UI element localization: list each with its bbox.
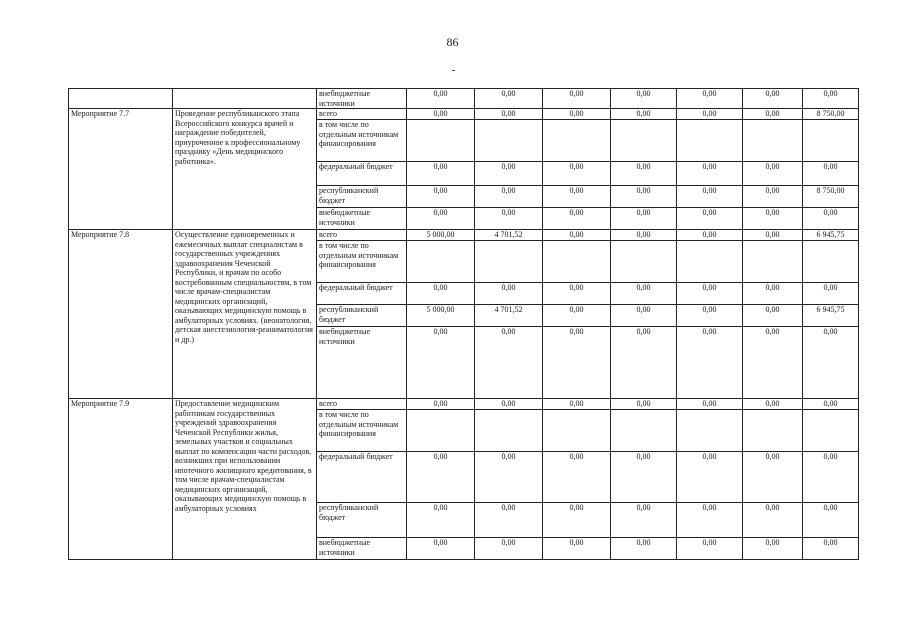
value-cell: 0,00	[407, 162, 475, 186]
value-cell	[407, 410, 475, 452]
value-cell: 0,00	[475, 399, 543, 410]
value-cell: 0,00	[543, 327, 611, 399]
value-cell: 0,00	[475, 208, 543, 230]
value-cell: 0,00	[407, 208, 475, 230]
value-cell: 0,00	[543, 89, 611, 109]
value-cell	[611, 241, 677, 283]
value-cell: 4 701,52	[475, 230, 543, 241]
value-cell: 0,00	[407, 503, 475, 538]
value-cell: 0,00	[475, 538, 543, 560]
value-cell: 0,00	[743, 305, 803, 327]
page-number: 86	[446, 35, 459, 49]
value-cell: 0,00	[743, 162, 803, 186]
value-cell	[677, 241, 743, 283]
source-cell: внебюджетные источники	[317, 538, 407, 560]
value-cell	[743, 410, 803, 452]
value-cell: 0,00	[407, 452, 475, 503]
value-cell: 0,00	[611, 399, 677, 410]
value-cell: 0,00	[743, 283, 803, 305]
value-cell: 0,00	[543, 230, 611, 241]
value-cell	[475, 410, 543, 452]
value-cell: 0,00	[803, 538, 859, 560]
table-row	[69, 399, 859, 410]
value-cell: 0,00	[677, 109, 743, 120]
measure-name-cell: Проведение республиканского этапа Всероссийского конкурса врачей и награждение победителей, приуроченное к профессиональному празднику «День медицинского работника».	[173, 109, 317, 230]
value-cell	[475, 120, 543, 162]
measure-name-cell	[173, 89, 317, 109]
measure-name-cell: Осуществление единовременных и ежемесячных выплат специалистам в государственных учреждениях здравоохранения Чеченской Республики, и врачам по особо востребованным специальностям, в том числе врачам-специалистам медицинских организаций, оказывающих медицинскую помощь в амбулаторных условиях. (неонатология, детская анестезиология-реаниматология и др.)	[173, 230, 317, 399]
value-cell: 0,00	[543, 162, 611, 186]
source-cell: внебюджетные источники	[317, 89, 407, 109]
value-cell: 0,00	[611, 162, 677, 186]
value-cell	[475, 241, 543, 283]
value-cell: 0,00	[677, 399, 743, 410]
scan-mark	[452, 70, 455, 71]
value-cell: 0,00	[677, 186, 743, 208]
value-cell: 8 750,00	[803, 186, 859, 208]
value-cell: 0,00	[743, 208, 803, 230]
table-row	[69, 109, 859, 120]
measure-code-cell: Мероприятие 7.9	[69, 399, 173, 560]
source-cell: республиканский бюджет	[317, 503, 407, 538]
value-cell: 0,00	[611, 452, 677, 503]
value-cell: 0,00	[743, 452, 803, 503]
value-cell: 0,00	[743, 186, 803, 208]
value-cell: 0,00	[611, 230, 677, 241]
value-cell	[803, 241, 859, 283]
value-cell: 0,00	[677, 283, 743, 305]
value-cell: 0,00	[543, 538, 611, 560]
value-cell: 0,00	[611, 208, 677, 230]
value-cell: 0,00	[803, 208, 859, 230]
budget-table	[68, 88, 859, 560]
value-cell: 0,00	[743, 327, 803, 399]
measure-name-cell: Предоставление медицинским работникам государственных учреждений здравоохранения Чеченской Республики жилья, земельных участков и социальных выплат по компенсации части расходов, возникших при использовании ипотечного жилищного кредитования, в том числе врачам-специалистам медицинских организаций, оказывающих медицинскую помощь в амбулаторных условиях	[173, 399, 317, 560]
value-cell: 0,00	[543, 305, 611, 327]
value-cell	[611, 120, 677, 162]
source-cell: федеральный бюджет	[317, 162, 407, 186]
value-cell	[407, 120, 475, 162]
value-cell: 4 701,52	[475, 305, 543, 327]
value-cell	[543, 120, 611, 162]
value-cell: 0,00	[743, 109, 803, 120]
value-cell: 0,00	[677, 503, 743, 538]
value-cell: 0,00	[677, 327, 743, 399]
value-cell: 0,00	[743, 89, 803, 109]
value-cell: 0,00	[611, 503, 677, 538]
source-cell: всего	[317, 230, 407, 241]
value-cell: 0,00	[407, 538, 475, 560]
value-cell: 0,00	[803, 503, 859, 538]
value-cell: 0,00	[677, 230, 743, 241]
value-cell: 0,00	[803, 452, 859, 503]
value-cell: 0,00	[611, 283, 677, 305]
value-cell: 8 750,00	[803, 109, 859, 120]
value-cell: 0,00	[475, 503, 543, 538]
value-cell: 0,00	[475, 109, 543, 120]
value-cell: 0,00	[677, 305, 743, 327]
value-cell: 0,00	[407, 186, 475, 208]
value-cell: 0,00	[611, 186, 677, 208]
value-cell: 0,00	[803, 162, 859, 186]
value-cell: 0,00	[543, 208, 611, 230]
value-cell: 0,00	[677, 89, 743, 109]
value-cell: 0,00	[677, 162, 743, 186]
table-row	[69, 89, 859, 109]
value-cell: 0,00	[743, 230, 803, 241]
measure-code-cell: Мероприятие 7.7	[69, 109, 173, 230]
value-cell: 0,00	[677, 208, 743, 230]
measure-code-cell: Мероприятие 7.8	[69, 230, 173, 399]
value-cell: 0,00	[407, 327, 475, 399]
source-cell: всего	[317, 109, 407, 120]
value-cell: 0,00	[611, 89, 677, 109]
value-cell	[743, 120, 803, 162]
value-cell: 0,00	[475, 452, 543, 503]
value-cell: 0,00	[803, 327, 859, 399]
value-cell: 0,00	[543, 283, 611, 305]
source-cell: внебюджетные источники	[317, 208, 407, 230]
value-cell: 0,00	[407, 399, 475, 410]
source-cell: внебюджетные источники	[317, 327, 407, 399]
value-cell: 0,00	[407, 109, 475, 120]
value-cell: 0,00	[803, 283, 859, 305]
value-cell	[677, 120, 743, 162]
value-cell: 0,00	[611, 305, 677, 327]
measure-code-cell	[69, 89, 173, 109]
value-cell	[407, 241, 475, 283]
value-cell: 0,00	[543, 399, 611, 410]
source-cell: республиканский бюджет	[317, 305, 407, 327]
source-cell: всего	[317, 399, 407, 410]
value-cell: 0,00	[543, 109, 611, 120]
value-cell: 0,00	[743, 538, 803, 560]
table-body	[69, 89, 859, 560]
value-cell: 0,00	[743, 503, 803, 538]
source-cell: федеральный бюджет	[317, 283, 407, 305]
value-cell: 0,00	[543, 452, 611, 503]
value-cell: 6 945,75	[803, 305, 859, 327]
value-cell	[803, 120, 859, 162]
value-cell: 0,00	[475, 327, 543, 399]
value-cell: 0,00	[743, 399, 803, 410]
source-cell: в том числе по отдельным источникам финансирования	[317, 241, 407, 283]
value-cell: 5 000,00	[407, 305, 475, 327]
value-cell: 0,00	[543, 503, 611, 538]
value-cell: 0,00	[803, 399, 859, 410]
value-cell: 0,00	[611, 109, 677, 120]
value-cell: 0,00	[475, 186, 543, 208]
value-cell: 0,00	[677, 538, 743, 560]
source-cell: федеральный бюджет	[317, 452, 407, 503]
source-cell: республиканский бюджет	[317, 186, 407, 208]
source-cell: в том числе по отдельным источникам финансирования	[317, 410, 407, 452]
table-row	[69, 230, 859, 241]
value-cell	[677, 410, 743, 452]
value-cell: 0,00	[543, 186, 611, 208]
value-cell: 0,00	[677, 452, 743, 503]
value-cell	[803, 410, 859, 452]
value-cell: 0,00	[611, 538, 677, 560]
value-cell	[543, 241, 611, 283]
value-cell	[543, 410, 611, 452]
value-cell	[611, 410, 677, 452]
value-cell: 0,00	[407, 283, 475, 305]
value-cell: 0,00	[475, 162, 543, 186]
value-cell: 6 945,75	[803, 230, 859, 241]
value-cell: 0,00	[611, 327, 677, 399]
value-cell: 0,00	[803, 89, 859, 109]
value-cell	[743, 241, 803, 283]
value-cell: 0,00	[475, 283, 543, 305]
value-cell: 0,00	[475, 89, 543, 109]
value-cell: 5 000,00	[407, 230, 475, 241]
source-cell: в том числе по отдельным источникам финансирования	[317, 120, 407, 162]
value-cell: 0,00	[407, 89, 475, 109]
